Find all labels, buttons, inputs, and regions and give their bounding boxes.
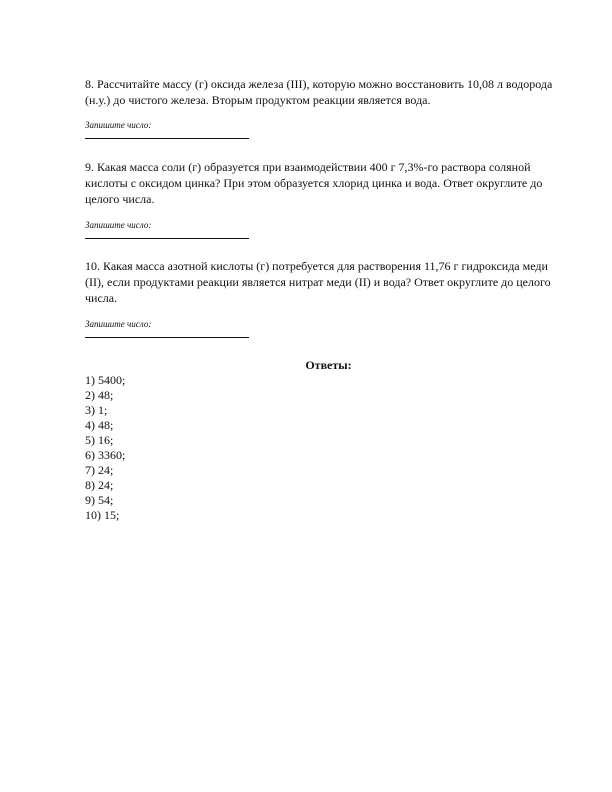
question-10 — [85, 258, 555, 306]
answer-item: 3) 1; — [85, 403, 108, 417]
question-9-text: 9. Какая масса соли (г) образуется при взаимодействии 400 г 7,3%-го раствора соляной кислоты с оксидом цинка? При этом образуется хлорид цинка и вода. Ответ округлите до целого числа. — [85, 160, 543, 206]
answer-item: 6) 3360; — [85, 448, 126, 462]
answers-title: Ответы: — [305, 358, 352, 372]
answer-item: 2) 48; — [85, 388, 114, 402]
answers-list — [85, 373, 125, 523]
question-9 — [85, 159, 555, 207]
answer-label-8: Запишите число: — [85, 120, 152, 130]
answer-item: 5) 16; — [85, 433, 114, 447]
answer-item: 4) 48; — [85, 418, 114, 432]
answer-block-9 — [85, 220, 249, 239]
answer-field-8[interactable] — [85, 138, 249, 139]
question-8 — [85, 76, 555, 108]
answer-field-9[interactable] — [85, 238, 249, 239]
answer-item: 8) 24; — [85, 478, 114, 492]
answer-block-10 — [85, 319, 249, 338]
answer-item: 10) 15; — [85, 508, 120, 522]
answer-field-10[interactable] — [85, 337, 249, 338]
answer-item: 1) 5400; — [85, 373, 126, 387]
question-10-text: 10. Какая масса азотной кислоты (г) потребуется для растворения 11,76 г гидроксида меди (II), если продуктами реакции является нитрат меди (II) и вода? Ответ округлите до целого числа. — [85, 259, 551, 305]
answer-block-8 — [85, 120, 249, 139]
answer-label-9: Запишите число: — [85, 220, 152, 230]
question-8-text: 8. Рассчитайте массу (г) оксида железа (III), которую можно восстановить 10,08 л водорода (н.у.) до чистого железа. Вторым продуктом реакции является вода. — [85, 77, 553, 107]
answer-item: 9) 54; — [85, 493, 114, 507]
answer-item: 7) 24; — [85, 463, 114, 477]
answer-label-10: Запишите число: — [85, 319, 152, 329]
